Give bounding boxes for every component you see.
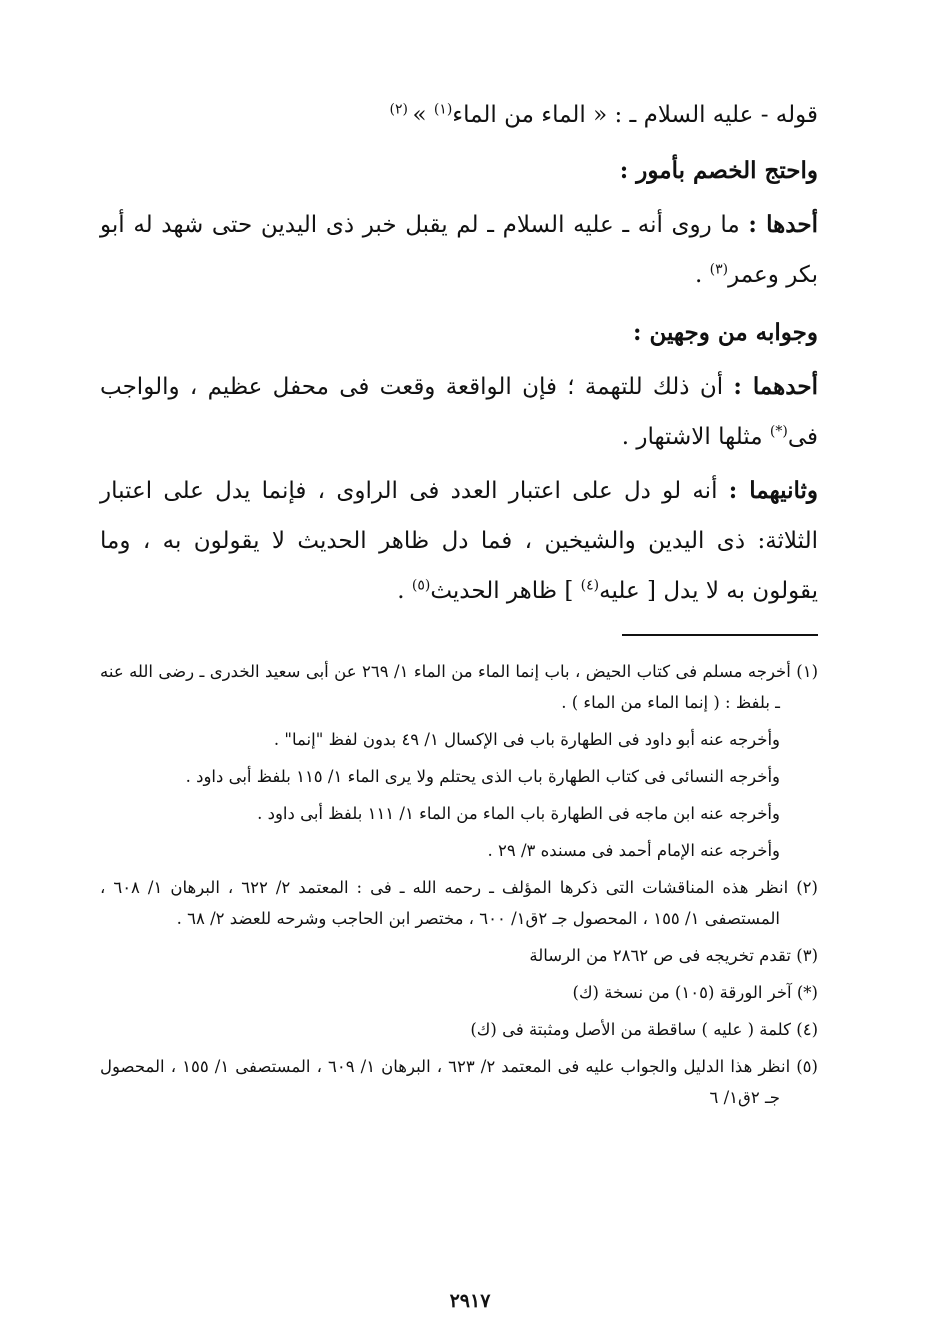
- footnote-ref-star: (*): [769, 423, 788, 440]
- footnote-1-nasai: وأخرجه النسائى فى كتاب الطهارة باب الذى يحتلم ولا يرى الماء ١/ ١١٥ بلفظ أبى داود .: [185, 767, 780, 786]
- page-number: ٢٩١٧: [449, 1290, 491, 1312]
- heading-opponent-arguments: واحتج الخصم بأمور :: [619, 157, 818, 184]
- footnote-1-ibnmajah: وأخرجه عنه ابن ماجه فى الطهارة باب الماء من الماء ١/ ١١١ بلفظ أبى داود .: [257, 804, 780, 823]
- footnote-5: (٥) انظر هذا الدليل والجواب عليه فى المعتمد ٢/ ٦٢٣ ، البرهان ١/ ٦٠٩ ، المستصفى ١/ ١٥٥ ، المحصول جـ ٢ق١/ ٦: [100, 1057, 818, 1107]
- footnote-star: (*) آخر الورقة (١٠٥) من نسخة (ك): [572, 983, 818, 1002]
- footnote-1-ahmad: وأخرجه عنه الإمام أحمد فى مسنده ٣/ ٢٩ .: [487, 841, 780, 860]
- footnote-2: (٢) انظر هذه المناقشات التى ذكرها المؤلف ـ رحمه الله ـ فى : المعتمد ٢/ ٦٢٢ ، البرهان ١/ ٦٠٨ ، المستصفى ١/ ١٥٥ ، المحصول جـ ٢ق١/ ٦٠٠ ، مختصر ابن الحاجب وشرحه للعضد ٢/ ٦٨ .: [100, 878, 818, 928]
- footnote-ref-1: (١): [433, 101, 453, 118]
- footnote-1: (١) أخرجه مسلم فى كتاب الحيض ، باب إنما الماء من الماء ١/ ٢٦٩ عن أبى سعيد الخدرى ـ رضى الله عنه ـ بلفظ : ( إنما الماء من الماء ) .: [100, 662, 818, 712]
- heading-response: وجوابه من وجهين :: [632, 319, 818, 346]
- page-body: [100, 90, 818, 1113]
- footnote-ref-2: (٢): [389, 101, 413, 118]
- footnotes: [100, 656, 818, 1113]
- footnote-ref-3: (٣): [709, 261, 729, 278]
- paragraph-first-argument: أحدها : ما روى أنه ـ عليه السلام ـ لم يقبل خبر ذى اليدين حتى شهد له أبو بكر وعمر$^{(٣)}$ .: [100, 211, 818, 288]
- footnote-separator: [622, 634, 818, 636]
- paragraph-second-response: وثانيهما : أنه لو دل على اعتبار العدد فى الراوى ، فإنما يدل على اعتبار الثلاثة: ذى اليدين والشيخين ، فما دل ظاهر الحديث لا يقولون به ، وما يقولون به لا يدل [ عليه$^{(٤)}$ ] ظاهر الحديث$^{(٥)}$ .: [100, 477, 818, 604]
- footnote-1-abudawud: وأخرجه عنه أبو داود فى الطهارة باب فى الإكسال ١/ ٤٩ بدون لفظ "إنما" .: [273, 730, 780, 749]
- footnote-3: (٣) تقدم تخريجه فى ص ٢٨٦٢ من الرسالة: [529, 946, 818, 965]
- footnote-4: (٤) كلمة ( عليه ) ساقطة من الأصل ومثبتة فى (ك): [470, 1020, 818, 1039]
- paragraph-hadith: قوله - عليه السلام ـ : « الماء من الماء$^{(١)}$ » $^{(٢)}$: [389, 101, 818, 128]
- footnote-ref-4: (٤): [580, 577, 600, 594]
- footnote-ref-5: (٥): [411, 577, 431, 594]
- paragraph-first-response: أحدهما : أن ذلك للتهمة ؛ فإن الواقعة وقعت فى محفل عظيم ، والواجب فى(*) مثلها الاشتهار .: [100, 373, 818, 450]
- main-text: [100, 90, 818, 616]
